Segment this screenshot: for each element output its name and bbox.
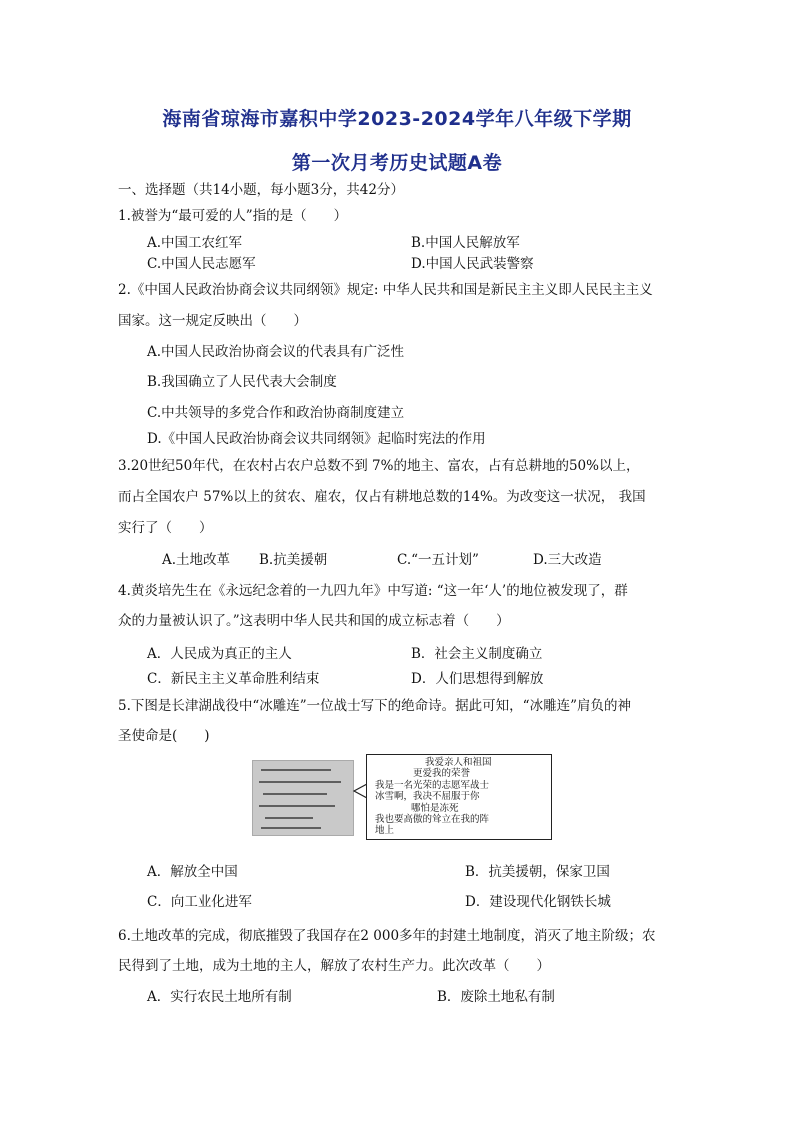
exam-title-line1: 海南省琼海市嘉积中学2023-2024学年八年级下学期 <box>162 108 632 130</box>
question-2-option-b: B.我国确立了人民代表大会制度 <box>147 374 337 390</box>
question-5-stem-line2: 圣使命是( ) <box>118 728 210 744</box>
question-5-option-c: C．向工业化进军 <box>147 894 252 910</box>
question-4-stem-line2: 众的力量被认识了。”这表明中华人民共和国的成立标志着（ ） <box>118 613 510 629</box>
poem-line: 我是一名光荣的志愿军战士 <box>375 780 490 791</box>
question-1-option-a: A.中国工农红军 <box>147 235 243 251</box>
exam-title-line2: 第一次月考历史试题A卷 <box>291 152 503 174</box>
question-3-option-c: C.“一五计划” <box>397 552 479 568</box>
question-1-option-c: C.中国人民志愿军 <box>147 256 256 272</box>
poem-line: 更爱我的荣誉 <box>413 768 471 779</box>
question-4-option-a: A．人民成为真正的主人 <box>147 646 292 662</box>
question-1-stem: 1.被誉为“最可爱的人”指的是（ ） <box>118 208 348 224</box>
poem-line: 我爱亲人和祖国 <box>425 757 492 768</box>
handwritten-poem-photo <box>252 760 354 836</box>
poem-figure <box>252 754 552 840</box>
question-3-stem-line3: 实行了（ ） <box>118 520 213 536</box>
question-1-option-d: D.中国人民武装警察 <box>411 256 534 272</box>
poem-line: 冰雪啊，我决不屈服于你 <box>375 791 480 802</box>
question-5-option-d: D．建设现代化钢铁长城 <box>465 894 611 910</box>
question-4-option-d: D．人们思想得到解放 <box>411 671 544 687</box>
question-6-option-a: A．实行农民土地所有制 <box>147 989 292 1005</box>
poem-line: 哪怕是冻死 <box>411 803 459 814</box>
question-4-option-b: B．社会主义制度确立 <box>411 646 543 662</box>
poem-line: 地上 <box>375 825 395 836</box>
question-4-option-c: C．新民主主义革命胜利结束 <box>147 671 320 687</box>
question-2-option-c: C.中共领导的多党合作和政治协商制度建立 <box>147 405 405 421</box>
poem-line: 我也要高傲的耸立在我的阵 <box>375 814 490 825</box>
section-heading: 一、选择题（共14小题，每小题3分，共42分） <box>118 182 404 198</box>
question-2-stem-line2: 国家。这一规定反映出（ ） <box>118 313 307 329</box>
question-5-stem-line1: 5.下图是长津湖战役中“冰雕连”一位战士写下的绝命诗。据此可知，“冰雕连”肩负的神 <box>118 698 631 714</box>
question-6-option-b: B．废除土地私有制 <box>437 989 555 1005</box>
question-3-option-d: D.三大改造 <box>533 552 602 568</box>
question-1-option-b: B.中国人民解放军 <box>411 235 520 251</box>
question-2-option-d: D.《中国人民政治协商会议共同纲领》起临时宪法的作用 <box>147 431 486 447</box>
question-6-stem-line2: 民得到了土地，成为土地的主人，解放了农村生产力。此次改革（ ） <box>118 958 550 974</box>
question-6-stem-line1: 6.土地改革的完成，彻底摧毁了我国存在2 000多年的封建土地制度，消灭了地主阶级；农 <box>118 928 656 944</box>
question-5-option-a: A．解放全中国 <box>147 864 238 880</box>
question-3-stem-line2: 而占全国农户 57%以上的贫农、雇农，仅占有耕地总数的14%。为改变这一状况， 我国 <box>118 489 646 505</box>
question-4-stem-line1: 4.黄炎培先生在《永远纪念着的一九四九年》中写道: “这一年‘人’的地位被发现了，群 <box>118 583 628 599</box>
question-2-stem-line1: 2.《中国人民政治协商会议共同纲领》规定: 中华人民共和国是新民主主义即人民民主主义 <box>118 282 653 298</box>
question-3-stem-line1: 3.20世纪50年代，在农村占农户总数不到 7%的地主、富农，占有总耕地的50%以上， <box>118 458 640 474</box>
poem-transcription-box <box>366 754 552 840</box>
question-3-option-a: A.土地改革 <box>162 552 231 568</box>
question-3-option-b: B.抗美援朝 <box>259 552 328 568</box>
question-5-option-b: B．抗美援朝，保家卫国 <box>465 864 610 880</box>
question-2-option-a: A.中国人民政治协商会议的代表具有广泛性 <box>147 344 405 360</box>
